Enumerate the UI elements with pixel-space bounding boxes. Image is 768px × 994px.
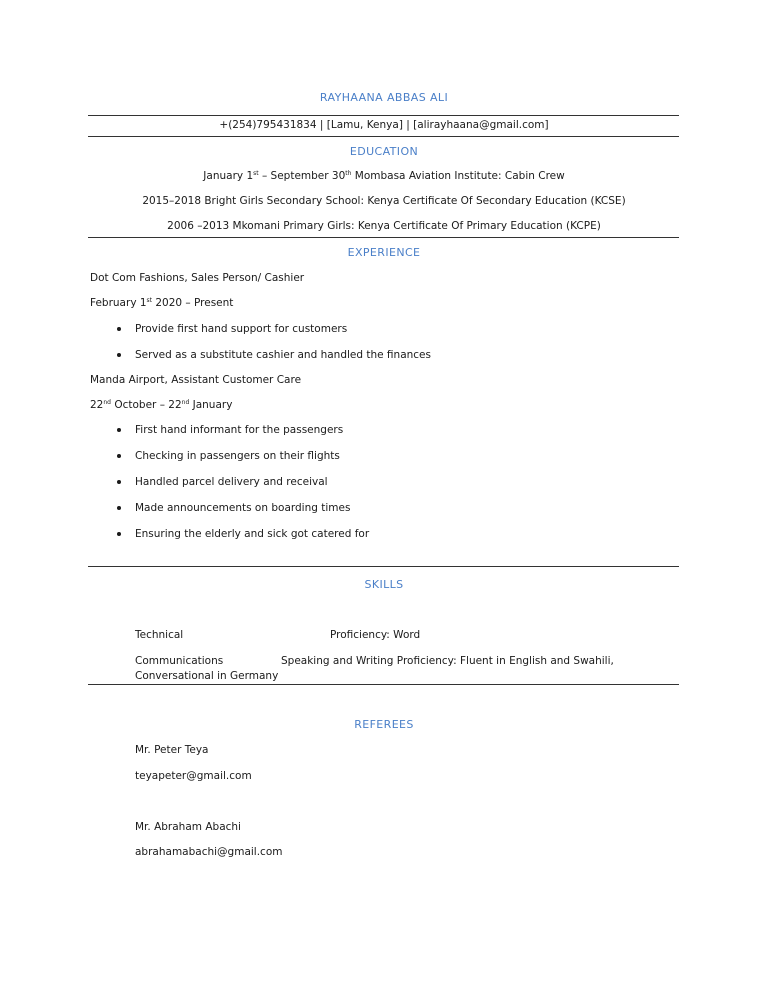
divider — [88, 237, 679, 238]
bullet-point — [117, 506, 121, 510]
bullet-point — [117, 454, 121, 458]
section-heading-experience: EXPERIENCE — [347, 246, 421, 259]
education-entry-3: 2006 –2013 Mkomani Primary Girls: Kenya Certificate Of Primary Education (KCPE) — [167, 220, 601, 232]
list-item: Provide first hand support for customers — [135, 323, 348, 335]
bullet-point — [117, 480, 121, 484]
bullet-point — [117, 353, 121, 357]
list-item: Made announcements on boarding times — [135, 502, 351, 514]
divider — [88, 684, 679, 685]
skill-label: Communications — [135, 655, 224, 667]
divider — [88, 136, 679, 137]
divider — [88, 566, 679, 567]
job-dates: February 1st 2020 – Present — [90, 297, 234, 309]
referee-name: Mr. Abraham Abachi — [135, 821, 241, 833]
contact-line: +(254)795431834 | [Lamu, Kenya] | [alirayhaana@gmail.com] — [219, 119, 549, 131]
bullet-point — [117, 327, 121, 331]
list-item: First hand informant for the passengers — [135, 424, 344, 436]
job-dates: 22nd October – 22nd January — [90, 399, 233, 411]
referee-email: abrahamabachi@gmail.com — [135, 846, 283, 858]
section-heading-education: EDUCATION — [349, 145, 419, 158]
skill-value-continued: Conversational in Germany — [135, 670, 279, 682]
skill-value: Speaking and Writing Proficiency: Fluent in English and Swahili, — [281, 655, 614, 667]
skill-value: Proficiency: Word — [330, 629, 421, 641]
section-heading-skills: SKILLS — [364, 578, 404, 591]
list-item: Handled parcel delivery and receival — [135, 476, 328, 488]
list-item: Checking in passengers on their flights — [135, 450, 340, 462]
list-item: Ensuring the elderly and sick got catered for — [135, 528, 370, 540]
resume-name: RAYHAANA ABBAS ALI — [319, 91, 449, 104]
bullet-point — [117, 532, 121, 536]
referee-email: teyapeter@gmail.com — [135, 770, 252, 782]
skill-label: Technical — [135, 629, 184, 641]
bullet-point — [117, 428, 121, 432]
divider — [88, 115, 679, 116]
section-heading-referees: REFEREES — [354, 718, 414, 731]
referee-name: Mr. Peter Teya — [135, 744, 209, 756]
education-entry-1: January 1st – September 30th Mombasa Aviation Institute: Cabin Crew — [203, 170, 565, 182]
job-title: Dot Com Fashions, Sales Person/ Cashier — [90, 272, 305, 284]
job-title: Manda Airport, Assistant Customer Care — [90, 374, 302, 386]
education-entry-2: 2015–2018 Bright Girls Secondary School: Kenya Certificate Of Secondary Education (KCSE) — [142, 195, 626, 207]
list-item: Served as a substitute cashier and handled the finances — [135, 349, 431, 361]
